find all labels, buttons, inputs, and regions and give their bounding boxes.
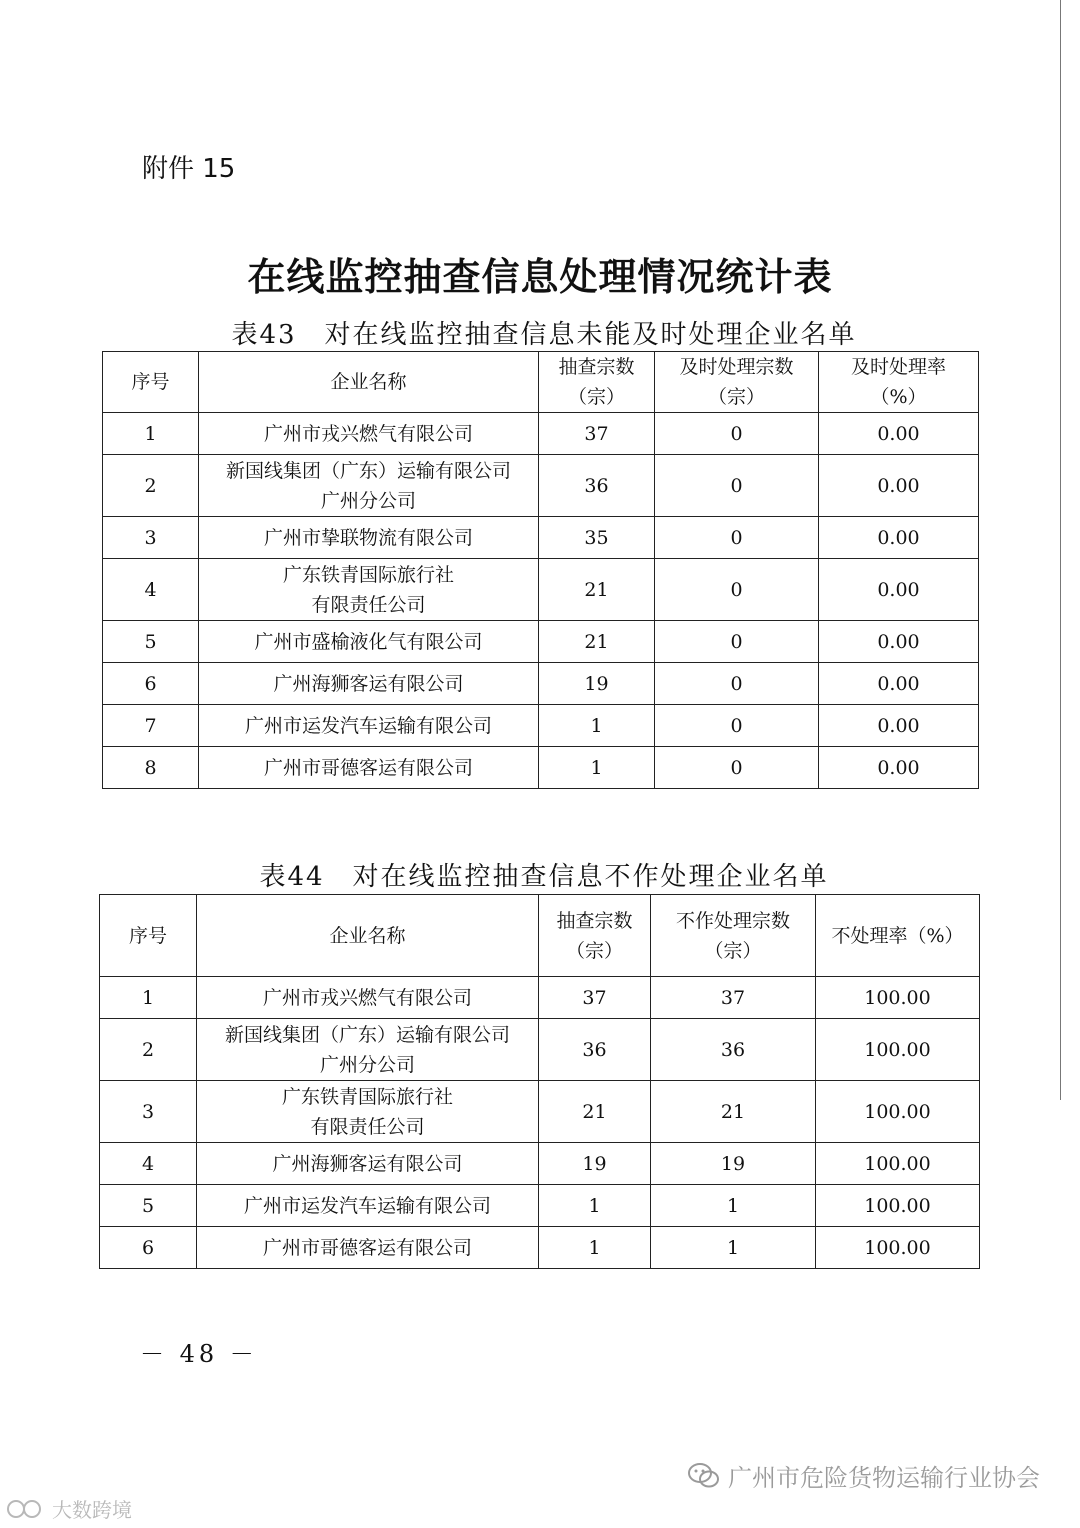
table43-cell: 1	[539, 705, 655, 747]
table44-cell: 新国线集团（广东）运输有限公司 广州分公司	[197, 1019, 539, 1081]
table44-cell: 6	[100, 1227, 197, 1269]
table44-cell: 1	[539, 1185, 651, 1227]
table43-cell: 21	[539, 559, 655, 621]
wechat-icon	[688, 1462, 720, 1490]
table43-cell: 0.00	[819, 621, 979, 663]
table43-row	[103, 663, 979, 705]
table43-cell: 广州市运发汽车运输有限公司	[199, 705, 539, 747]
table43-cell: 广州市盛榆液化气有限公司	[199, 621, 539, 663]
table43-cell: 0.00	[819, 517, 979, 559]
table44-cell: 100.00	[816, 1019, 980, 1081]
table43-cell: 广州海狮客运有限公司	[199, 663, 539, 705]
table44-cell: 1	[539, 1227, 651, 1269]
table43-row	[103, 621, 979, 663]
table44-header-cell: 抽查宗数 （宗）	[539, 895, 651, 977]
scan-edge-line	[1060, 0, 1061, 1100]
table43-cell: 广州市哥德客运有限公司	[199, 747, 539, 789]
table43-cell: 0.00	[819, 663, 979, 705]
table43-header-cell: 及时处理率 （%）	[819, 352, 979, 413]
table43-cell: 7	[103, 705, 199, 747]
page-number: － 48 －	[140, 1340, 258, 1368]
table43-cell: 0	[655, 705, 819, 747]
table44-header-cell: 序号	[100, 895, 197, 977]
watermark	[6, 1494, 132, 1523]
table44-cell: 广东铁青国际旅行社 有限责任公司	[197, 1081, 539, 1143]
table43-cell: 广东铁青国际旅行社 有限责任公司	[199, 559, 539, 621]
table43-header-cell: 及时处理宗数 （宗）	[655, 352, 819, 413]
table43-header-cell: 抽查宗数 （宗）	[539, 352, 655, 413]
table44-cell: 19	[539, 1143, 651, 1185]
table43-cell: 35	[539, 517, 655, 559]
table43-cell: 0.00	[819, 455, 979, 517]
table43-cell: 0	[655, 413, 819, 455]
table44-cell: 广州海狮客运有限公司	[197, 1143, 539, 1185]
table44-cell: 100.00	[816, 1143, 980, 1185]
table44-cell: 1	[651, 1185, 816, 1227]
table43-cell: 广州市戎兴燃气有限公司	[199, 413, 539, 455]
table44-row	[100, 1019, 980, 1081]
table43-cell: 6	[103, 663, 199, 705]
table43-cell: 21	[539, 621, 655, 663]
table44-row	[100, 1143, 980, 1185]
table43-header-cell: 序号	[103, 352, 199, 413]
table43-cell: 1	[539, 747, 655, 789]
table43-cell: 3	[103, 517, 199, 559]
table43-cell: 0	[655, 747, 819, 789]
table44-cell: 4	[100, 1143, 197, 1185]
table43-cell: 广州市挚联物流有限公司	[199, 517, 539, 559]
brand-text: 广州市危险货物运输行业协会	[728, 1464, 1040, 1492]
table44-cell: 2	[100, 1019, 197, 1081]
table44-cell: 广州市运发汽车运输有限公司	[197, 1185, 539, 1227]
table44	[99, 894, 980, 1269]
table43-row	[103, 747, 979, 789]
table44-row	[100, 1227, 980, 1269]
watermark-logo-icon	[6, 1498, 48, 1520]
table43-cell: 0.00	[819, 559, 979, 621]
table44-cell: 100.00	[816, 977, 980, 1019]
table44-cell: 36	[651, 1019, 816, 1081]
table44-cell: 广州市戎兴燃气有限公司	[197, 977, 539, 1019]
table43-row	[103, 413, 979, 455]
table43-cell: 37	[539, 413, 655, 455]
table43-cell: 0.00	[819, 413, 979, 455]
table43-title: 表43 对在线监控抽查信息未能及时处理企业名单	[231, 320, 857, 350]
table43-header-cell: 企业名称	[199, 352, 539, 413]
table43-cell: 4	[103, 559, 199, 621]
table44-row	[100, 977, 980, 1019]
table43-header-row	[103, 352, 979, 413]
table44-cell: 19	[651, 1143, 816, 1185]
table43-cell: 0.00	[819, 705, 979, 747]
table44-cell: 100.00	[816, 1081, 980, 1143]
table44-cell: 21	[651, 1081, 816, 1143]
table43-cell: 1	[103, 413, 199, 455]
table44-cell: 1	[100, 977, 197, 1019]
table44-row	[100, 1081, 980, 1143]
table43-cell: 0	[655, 621, 819, 663]
table44-row	[100, 1185, 980, 1227]
table43-cell: 8	[103, 747, 199, 789]
table43-cell: 36	[539, 455, 655, 517]
table44-cell: 37	[539, 977, 651, 1019]
table43-cell: 2	[103, 455, 199, 517]
table44-cell: 36	[539, 1019, 651, 1081]
table43-cell: 0	[655, 455, 819, 517]
table44-cell: 5	[100, 1185, 197, 1227]
table44-cell: 1	[651, 1227, 816, 1269]
table43	[102, 351, 979, 789]
watermark-text: 大数跨境	[52, 1498, 132, 1522]
table44-cell: 100.00	[816, 1185, 980, 1227]
brand-footer	[688, 1458, 1040, 1493]
page-title: 在线监控抽查信息处理情况统计表	[247, 255, 833, 299]
table43-cell: 0	[655, 559, 819, 621]
table44-cell: 3	[100, 1081, 197, 1143]
table43-row	[103, 455, 979, 517]
table44-cell: 广州市哥德客运有限公司	[197, 1227, 539, 1269]
table44-header-row	[100, 895, 980, 977]
table44-header-cell: 不处理率（%）	[816, 895, 980, 977]
table43-cell: 0	[655, 517, 819, 559]
attachment-label: 附件 15	[142, 154, 236, 184]
table44-cell: 21	[539, 1081, 651, 1143]
table44-title: 表44 对在线监控抽查信息不作处理企业名单	[259, 862, 829, 892]
table44-header-cell: 不作处理宗数 （宗）	[651, 895, 816, 977]
table44-header-cell: 企业名称	[197, 895, 539, 977]
table43-cell: 5	[103, 621, 199, 663]
table43-cell: 新国线集团（广东）运输有限公司 广州分公司	[199, 455, 539, 517]
table43-row	[103, 705, 979, 747]
table43-cell: 19	[539, 663, 655, 705]
table43-row	[103, 517, 979, 559]
table44-cell: 37	[651, 977, 816, 1019]
table43-cell: 0	[655, 663, 819, 705]
table44-cell: 100.00	[816, 1227, 980, 1269]
table43-row	[103, 559, 979, 621]
table43-cell: 0.00	[819, 747, 979, 789]
